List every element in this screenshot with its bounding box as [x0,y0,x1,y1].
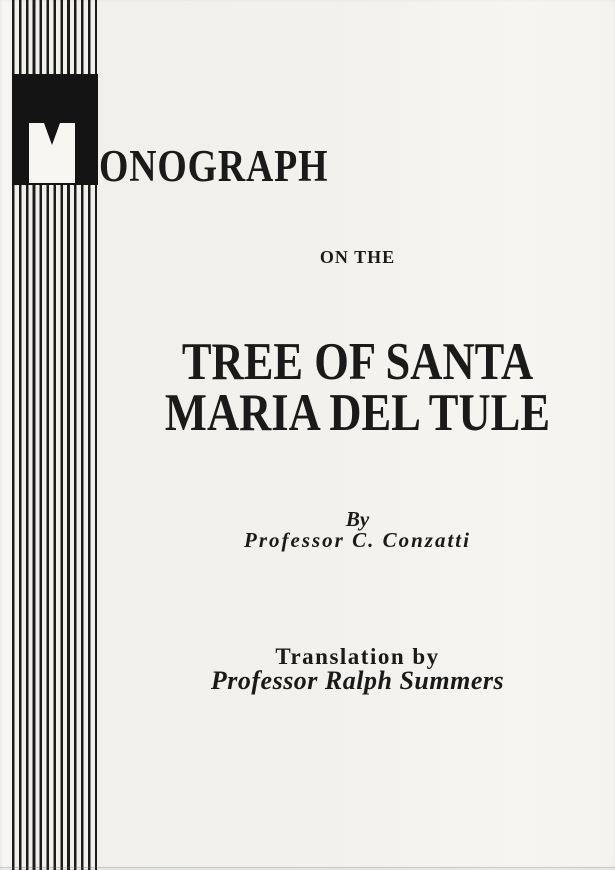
translator-name: Professor Ralph Summers [210,666,505,695]
translation-label: Translation by [275,644,440,669]
author-name: Professor C. Conzatti [244,528,471,552]
byline-label: By [345,507,370,531]
main-title-line1: TREE OF SANTA [181,333,534,391]
main-title-line2: MARIA DEL TULE [164,384,551,442]
m-letter-icon [12,74,98,185]
monograph-word-rest: ONOGRAPH [99,141,329,191]
main-title [141,333,574,442]
subtitle-on-the: ON THE [319,247,396,267]
monogram-m-block [12,74,98,185]
